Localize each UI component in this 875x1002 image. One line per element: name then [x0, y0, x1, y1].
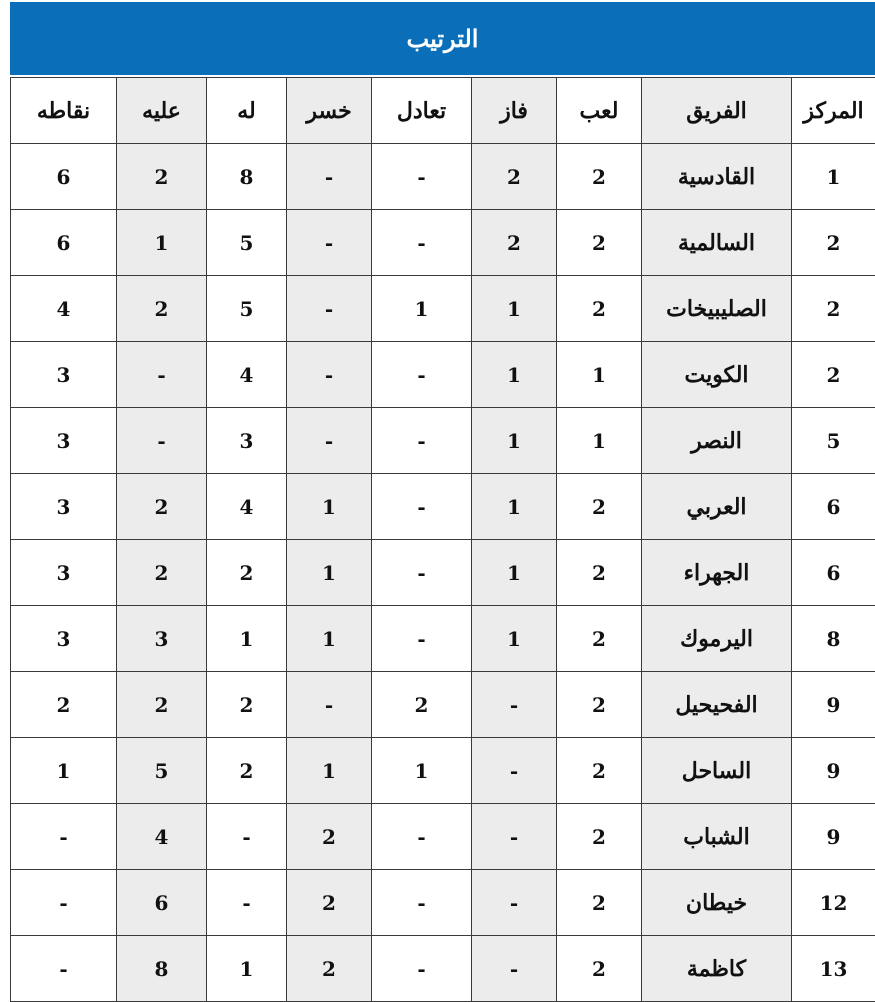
cell-points: -	[11, 804, 117, 870]
table-row	[11, 144, 875, 210]
cell-goals-for: 4	[207, 342, 287, 408]
cell-goals-for: -	[207, 804, 287, 870]
cell-team: النصر	[642, 408, 792, 474]
cell-team: كاظمة	[642, 936, 792, 1002]
header-played: لعب	[557, 78, 642, 144]
cell-won: 2	[472, 210, 557, 276]
cell-lost: -	[287, 144, 372, 210]
cell-team: اليرموك	[642, 606, 792, 672]
cell-rank: 6	[792, 540, 875, 606]
cell-goals-against: 4	[117, 804, 207, 870]
table-row	[11, 540, 875, 606]
cell-team: خيطان	[642, 870, 792, 936]
cell-team: الساحل	[642, 738, 792, 804]
cell-played: 2	[557, 672, 642, 738]
cell-lost: -	[287, 276, 372, 342]
cell-played: 2	[557, 210, 642, 276]
cell-drawn: -	[372, 936, 472, 1002]
cell-goals-for: 8	[207, 144, 287, 210]
cell-lost: -	[287, 342, 372, 408]
cell-won: -	[472, 936, 557, 1002]
table-row	[11, 276, 875, 342]
header-drawn: تعادل	[372, 78, 472, 144]
cell-points: 4	[11, 276, 117, 342]
cell-team: القادسية	[642, 144, 792, 210]
cell-goals-for: 2	[207, 738, 287, 804]
table-row	[11, 936, 875, 1002]
cell-points: 3	[11, 606, 117, 672]
cell-team: الشباب	[642, 804, 792, 870]
table-title: الترتيب	[10, 2, 875, 75]
header-goals-against: عليه	[117, 78, 207, 144]
cell-team: الفحيحيل	[642, 672, 792, 738]
cell-lost: -	[287, 672, 372, 738]
cell-goals-against: -	[117, 408, 207, 474]
cell-rank: 2	[792, 276, 875, 342]
cell-goals-for: 1	[207, 936, 287, 1002]
cell-rank: 6	[792, 474, 875, 540]
cell-goals-for: 1	[207, 606, 287, 672]
cell-won: -	[472, 672, 557, 738]
cell-goals-against: 3	[117, 606, 207, 672]
cell-team: الكويت	[642, 342, 792, 408]
cell-lost: 2	[287, 870, 372, 936]
cell-drawn: -	[372, 870, 472, 936]
cell-drawn: -	[372, 210, 472, 276]
cell-played: 2	[557, 606, 642, 672]
cell-goals-for: 3	[207, 408, 287, 474]
table-row	[11, 210, 875, 276]
cell-won: 1	[472, 276, 557, 342]
cell-rank: 5	[792, 408, 875, 474]
cell-drawn: -	[372, 474, 472, 540]
cell-goals-for: 2	[207, 672, 287, 738]
cell-team: السالمية	[642, 210, 792, 276]
cell-rank: 9	[792, 672, 875, 738]
header-team: الفريق	[642, 78, 792, 144]
cell-goals-against: 5	[117, 738, 207, 804]
table-row	[11, 804, 875, 870]
cell-played: 2	[557, 936, 642, 1002]
cell-goals-against: 2	[117, 540, 207, 606]
cell-rank: 8	[792, 606, 875, 672]
cell-won: -	[472, 804, 557, 870]
table-row	[11, 408, 875, 474]
cell-goals-for: 2	[207, 540, 287, 606]
cell-lost: 1	[287, 474, 372, 540]
cell-points: -	[11, 936, 117, 1002]
cell-played: 2	[557, 144, 642, 210]
cell-points: 1	[11, 738, 117, 804]
standings-table	[10, 77, 875, 1002]
cell-rank: 9	[792, 804, 875, 870]
cell-won: 1	[472, 540, 557, 606]
cell-goals-against: 2	[117, 474, 207, 540]
cell-won: -	[472, 738, 557, 804]
header-won: فاز	[472, 78, 557, 144]
cell-lost: -	[287, 408, 372, 474]
cell-points: 2	[11, 672, 117, 738]
cell-points: 6	[11, 210, 117, 276]
cell-points: -	[11, 870, 117, 936]
cell-lost: 2	[287, 804, 372, 870]
cell-drawn: -	[372, 804, 472, 870]
table-row	[11, 342, 875, 408]
cell-played: 2	[557, 870, 642, 936]
cell-won: 1	[472, 606, 557, 672]
cell-lost: 1	[287, 738, 372, 804]
cell-points: 3	[11, 408, 117, 474]
header-points: نقاطه	[11, 78, 117, 144]
cell-lost: 2	[287, 936, 372, 1002]
header-rank: المركز	[792, 78, 875, 144]
table-row	[11, 870, 875, 936]
cell-drawn: -	[372, 342, 472, 408]
cell-played: 1	[557, 342, 642, 408]
cell-rank: 2	[792, 210, 875, 276]
cell-rank: 9	[792, 738, 875, 804]
table-row	[11, 606, 875, 672]
cell-points: 3	[11, 342, 117, 408]
cell-played: 2	[557, 276, 642, 342]
cell-won: -	[472, 870, 557, 936]
cell-goals-for: -	[207, 870, 287, 936]
table-header	[11, 78, 875, 144]
cell-lost: 1	[287, 540, 372, 606]
cell-drawn: -	[372, 144, 472, 210]
cell-rank: 13	[792, 936, 875, 1002]
table-row	[11, 672, 875, 738]
cell-goals-against: 6	[117, 870, 207, 936]
cell-points: 3	[11, 540, 117, 606]
cell-rank: 1	[792, 144, 875, 210]
cell-drawn: 2	[372, 672, 472, 738]
cell-drawn: -	[372, 606, 472, 672]
cell-played: 1	[557, 408, 642, 474]
cell-lost: 1	[287, 606, 372, 672]
cell-team: العربي	[642, 474, 792, 540]
cell-played: 2	[557, 738, 642, 804]
cell-team: الصليبيخات	[642, 276, 792, 342]
cell-goals-for: 4	[207, 474, 287, 540]
cell-won: 2	[472, 144, 557, 210]
cell-won: 1	[472, 408, 557, 474]
header-lost: خسر	[287, 78, 372, 144]
cell-drawn: 1	[372, 738, 472, 804]
cell-goals-against: -	[117, 342, 207, 408]
header-row	[11, 78, 875, 144]
cell-goals-against: 1	[117, 210, 207, 276]
cell-lost: -	[287, 210, 372, 276]
cell-drawn: -	[372, 540, 472, 606]
header-goals-for: له	[207, 78, 287, 144]
cell-goals-against: 8	[117, 936, 207, 1002]
cell-played: 2	[557, 474, 642, 540]
cell-goals-for: 5	[207, 210, 287, 276]
cell-points: 3	[11, 474, 117, 540]
cell-goals-for: 5	[207, 276, 287, 342]
cell-won: 1	[472, 342, 557, 408]
cell-won: 1	[472, 474, 557, 540]
cell-rank: 12	[792, 870, 875, 936]
table-body	[11, 144, 875, 1002]
cell-goals-against: 2	[117, 672, 207, 738]
cell-played: 2	[557, 540, 642, 606]
table-row	[11, 474, 875, 540]
cell-rank: 2	[792, 342, 875, 408]
cell-played: 2	[557, 804, 642, 870]
cell-drawn: -	[372, 408, 472, 474]
cell-goals-against: 2	[117, 144, 207, 210]
cell-goals-against: 2	[117, 276, 207, 342]
table-row	[11, 738, 875, 804]
cell-team: الجهراء	[642, 540, 792, 606]
cell-points: 6	[11, 144, 117, 210]
cell-drawn: 1	[372, 276, 472, 342]
